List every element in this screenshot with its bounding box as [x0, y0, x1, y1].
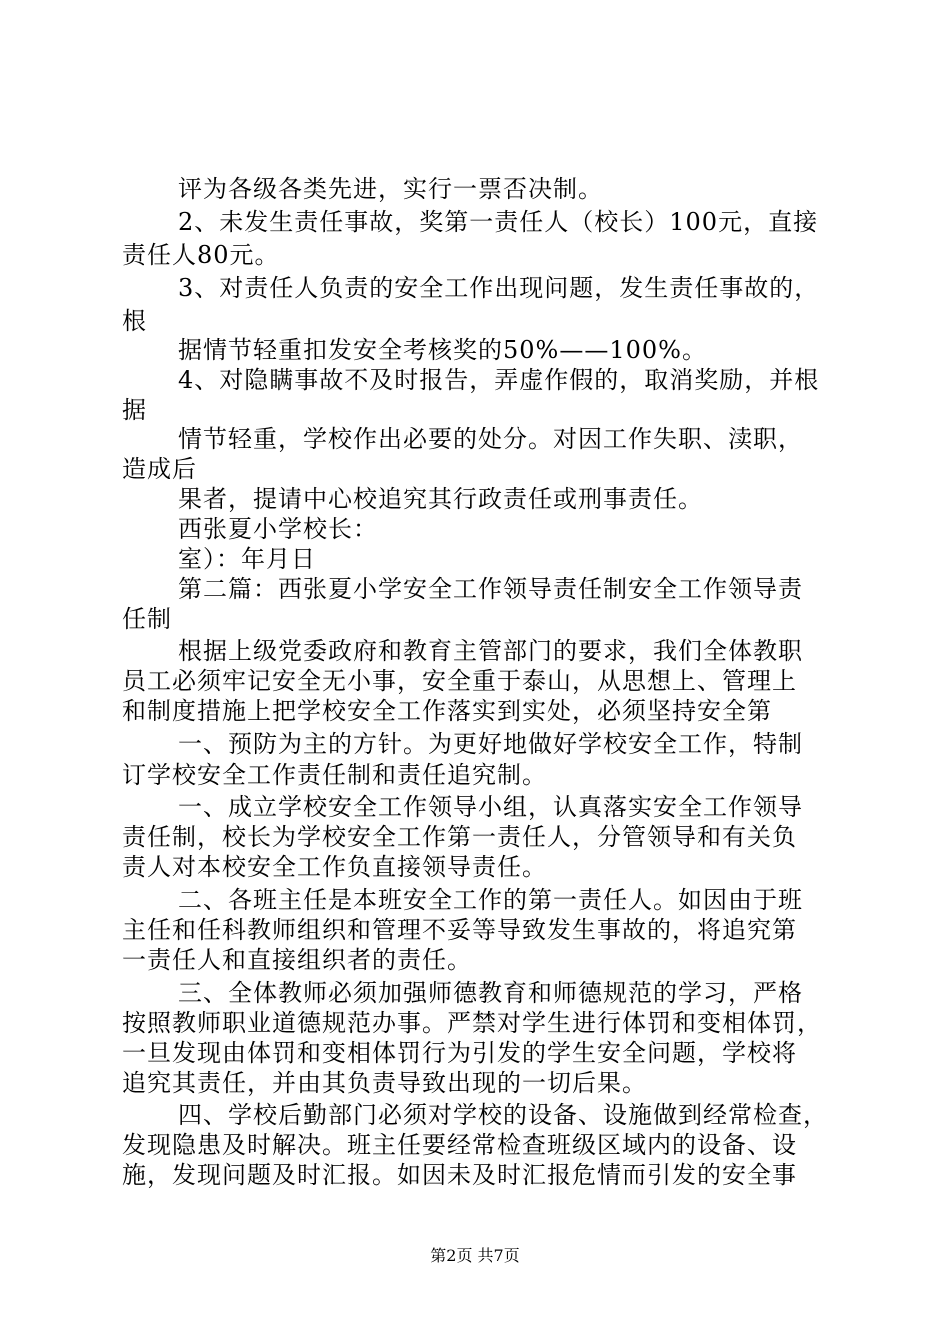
text-line: 根: [122, 307, 147, 335]
page-footer: 第2页 共7页: [430, 1246, 520, 1265]
text-line: 评为各级各类先进，实行一票否决制。: [178, 175, 603, 203]
text-line: 二、各班主任是本班安全工作的第一责任人。如因由于班: [178, 886, 803, 914]
text-line: 一旦发现由体罚和变相体罚行为引发的学生安全问题，学校将: [122, 1039, 797, 1067]
text-line: 员工必须牢记安全无小事，安全重于泰山，从思想上、管理上: [122, 667, 797, 695]
text-line: 根据上级党委政府和教育主管部门的要求，我们全体教职: [178, 637, 803, 665]
text-line: 3、对责任人负责的安全工作出现问题，发生责任事故的，: [178, 274, 820, 302]
text-line: 责人对本校安全工作负直接领导责任。: [122, 853, 547, 881]
text-line: 2、未发生责任事故，奖第一责任人（校长）100元，直接: [178, 208, 819, 236]
text-line: 一责任人和直接组织者的责任。: [122, 946, 472, 974]
text-line: 造成后: [122, 455, 197, 483]
text-line: 按照教师职业道德规范办事。严禁对学生进行体罚和变相体罚，: [122, 1009, 822, 1037]
text-line: 果者，提请中心校追究其行政责任或刑事责任。: [178, 485, 703, 513]
text-line: 主任和任科教师组织和管理不妥等导致发生事故的，将追究第: [122, 916, 797, 944]
text-line: 4、对隐瞒事故不及时报告，弄虚作假的，取消奖励，并根: [178, 366, 820, 394]
text-line: 室）：年月日: [178, 545, 316, 573]
text-line: 发现隐患及时解决。班主任要经常检查班级区域内的设备、设: [122, 1131, 797, 1159]
text-line: 和制度措施上把学校安全工作落实到实处，必须坚持安全第: [122, 697, 772, 725]
text-line: 情节轻重，学校作出必要的处分。对因工作失职、渎职，: [178, 425, 803, 453]
text-line: 责任人80元。: [122, 241, 280, 269]
text-line: 据: [122, 396, 147, 424]
text-line: 三、全体教师必须加强师德教育和师德规范的学习，严格: [178, 979, 803, 1007]
text-line: 施，发现问题及时汇报。如因未及时汇报危情而引发的安全事: [122, 1161, 797, 1189]
text-line: 任制: [122, 605, 172, 633]
text-line: 第二篇：西张夏小学安全工作领导责任制安全工作领导责: [178, 575, 803, 603]
text-line: 四、学校后勤部门必须对学校的设备、设施做到经常检查，: [178, 1101, 828, 1129]
text-line: 追究其责任，并由其负责导致出现的一切后果。: [122, 1069, 647, 1097]
text-line: 西张夏小学校长：: [178, 515, 378, 543]
text-line: 订学校安全工作责任制和责任追究制。: [122, 761, 547, 789]
text-line: 一、成立学校安全工作领导小组，认真落实安全工作领导: [178, 793, 803, 821]
text-line: 据情节轻重扣发安全考核奖的50%——100%。: [178, 336, 707, 364]
text-line: 一、预防为主的方针。为更好地做好学校安全工作，特制: [178, 730, 803, 758]
text-line: 责任制，校长为学校安全工作第一责任人，分管领导和有关负: [122, 823, 797, 851]
